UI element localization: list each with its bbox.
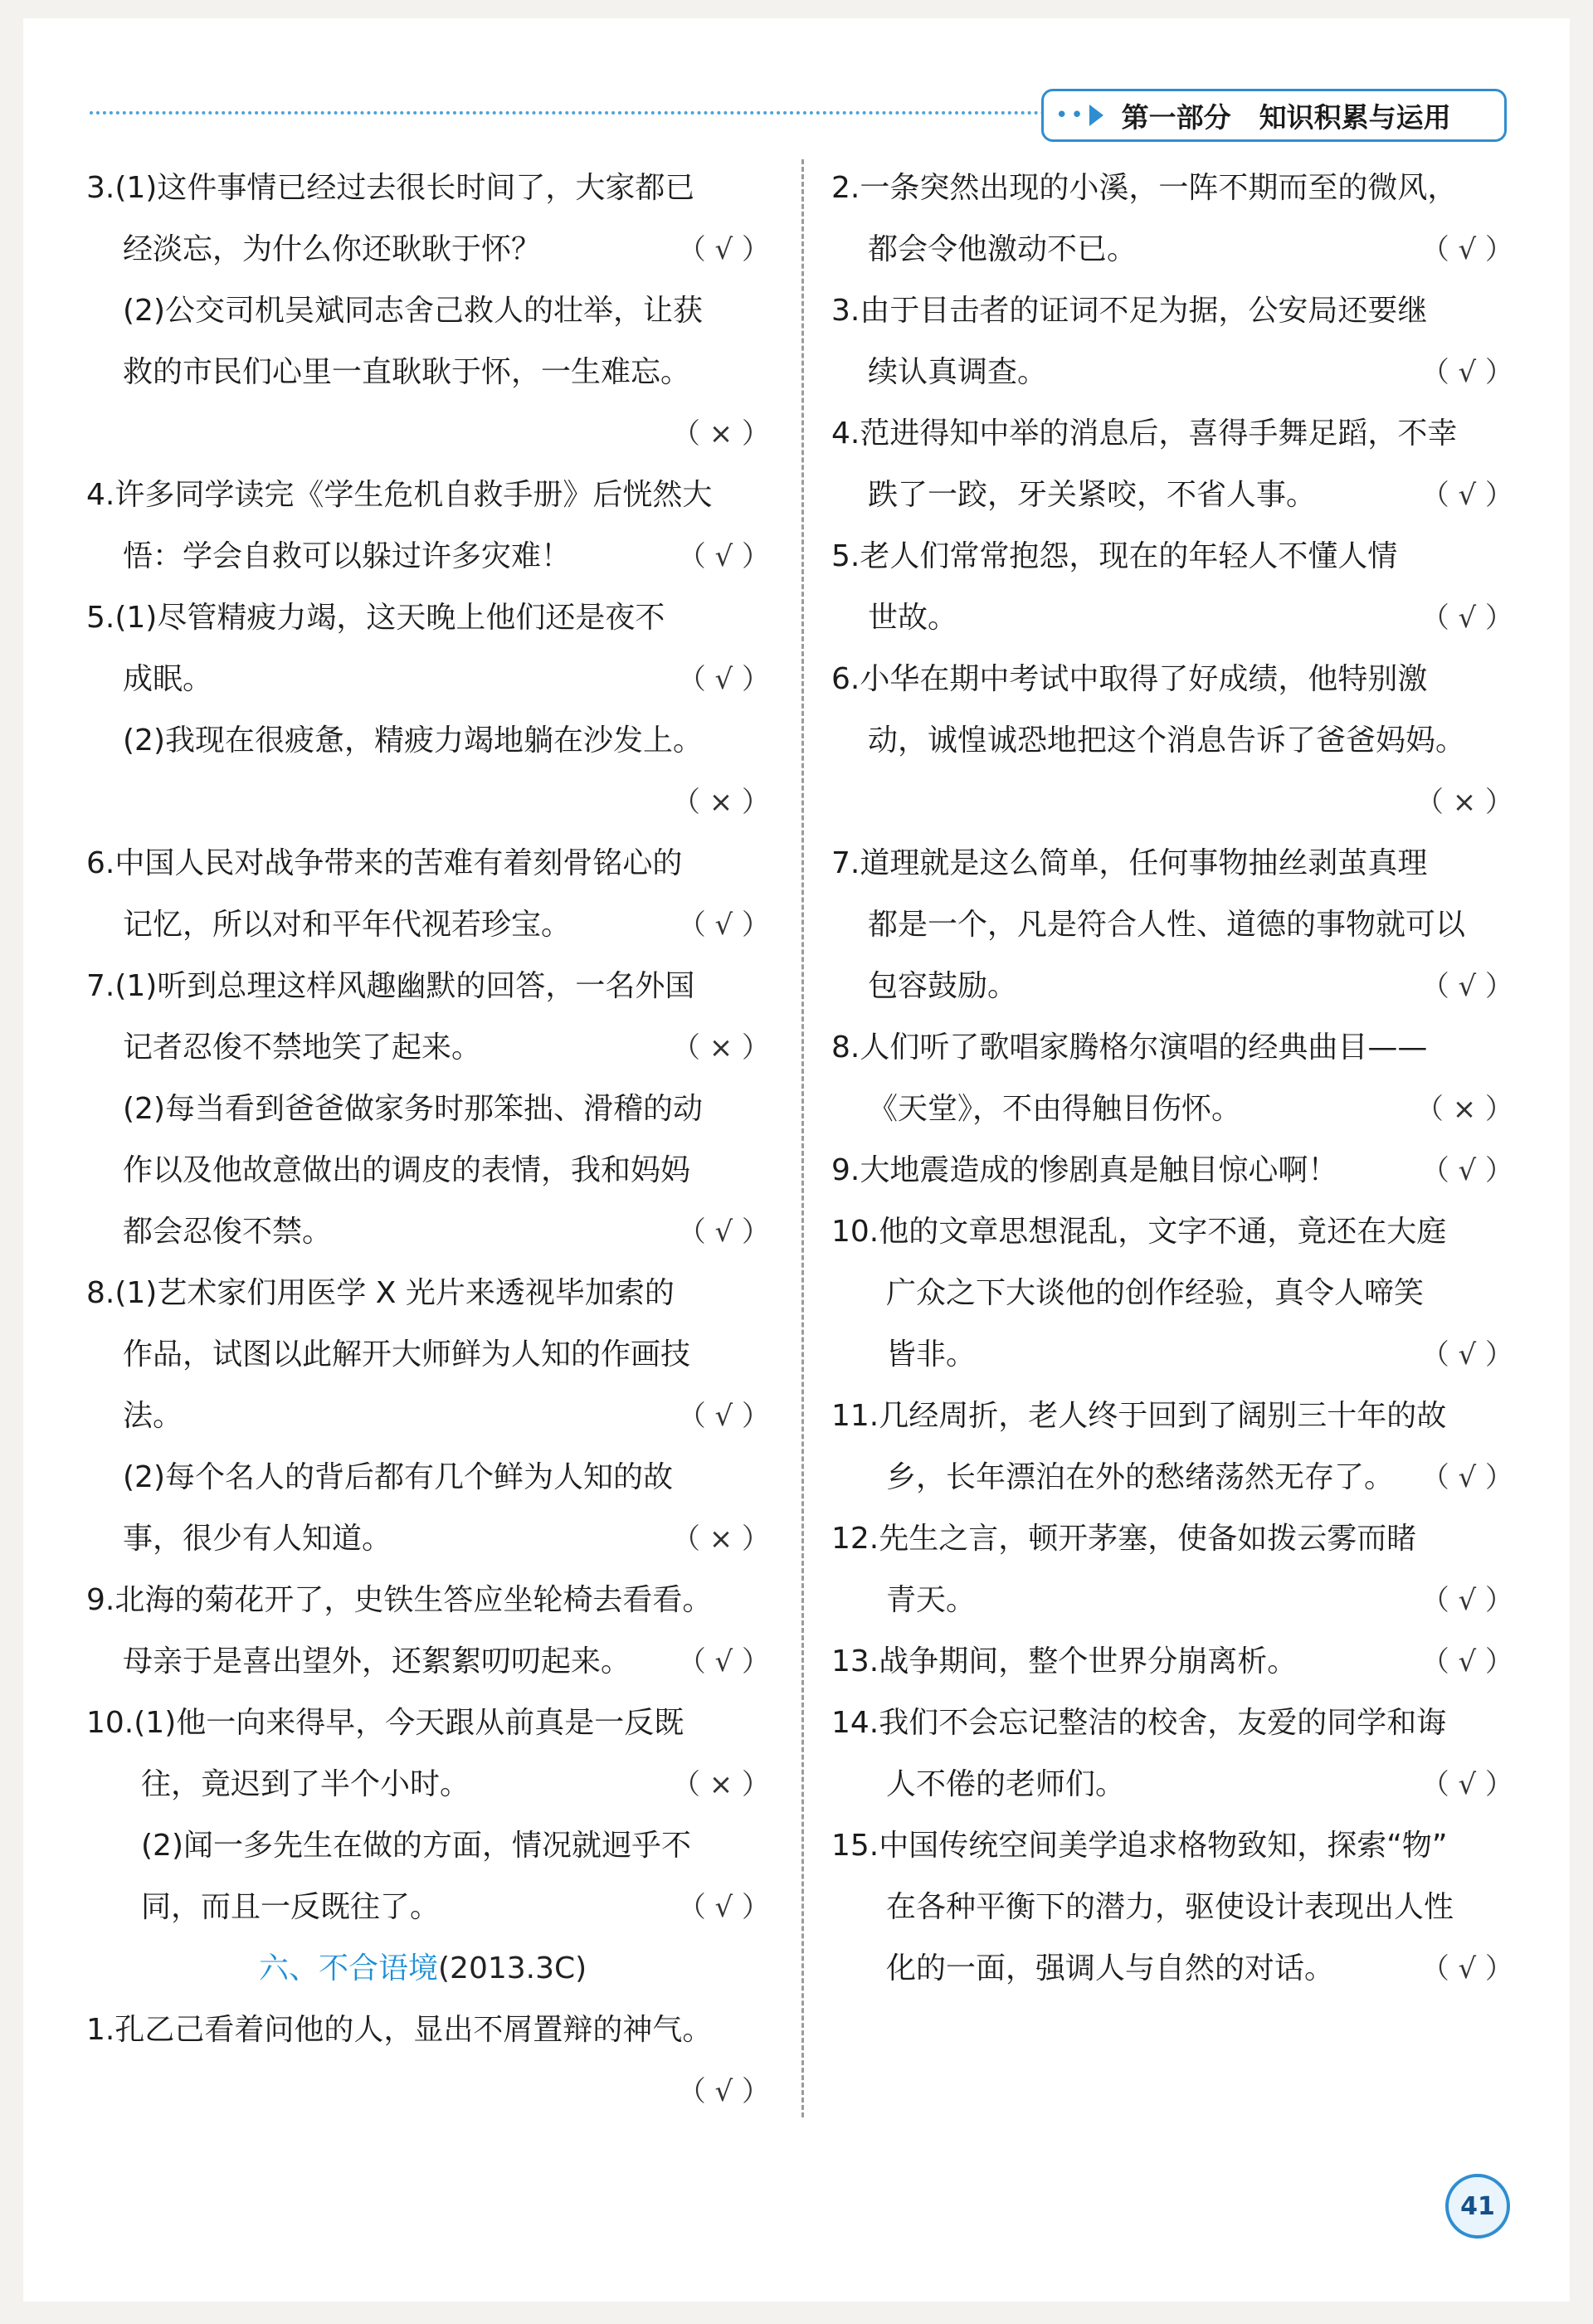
- text-line: [86, 587, 770, 649]
- text-line: [86, 1386, 770, 1447]
- line-text: 成眠。: [123, 662, 213, 696]
- text-line: [86, 1877, 770, 1938]
- text-line: [86, 1693, 770, 1754]
- line-text: 世故。: [868, 601, 958, 635]
- section-source: (2013.3C): [438, 1951, 587, 1985]
- text-line: [831, 772, 1513, 833]
- text-line: [831, 1386, 1513, 1447]
- answer-mark: （ × ）: [671, 1768, 770, 1801]
- line-text: 作品，试图以此解开大师鲜为人知的作画技: [123, 1337, 691, 1372]
- line-text: 青天。: [886, 1583, 977, 1617]
- answer-mark: （ √ ）: [1420, 602, 1513, 635]
- text-line: [86, 833, 770, 894]
- answer-mark: （ √ ）: [1420, 970, 1513, 1003]
- text-line: [86, 956, 770, 1017]
- answer-mark: （ √ ）: [677, 1891, 770, 1924]
- line-text: 经淡忘，为什么你还耿耿于怀？: [123, 232, 542, 266]
- text-line: [831, 1324, 1513, 1386]
- line-text: 都会忍俊不禁。: [123, 1215, 333, 1249]
- line-text: 母亲于是喜出望外，还絮絮叨叨起来。: [123, 1644, 631, 1678]
- text-line: [831, 833, 1513, 894]
- line-text: 救的市民们心里一直耿耿于怀，一生难忘。: [123, 355, 691, 389]
- answer-mark: （ × ）: [1415, 786, 1513, 819]
- line-text: 同，而且一反既往了。: [141, 1890, 441, 1924]
- line-text: 1.孔乙己看着问他的人，显出不屑置辩的神气。: [86, 2013, 713, 2047]
- text-line: [86, 280, 770, 342]
- line-text: 在各种平衡下的潜力，驱使设计表现出人性: [886, 1890, 1454, 1924]
- answer-mark: （ √ ）: [677, 663, 770, 696]
- text-line: [831, 1079, 1513, 1140]
- right-column: [831, 158, 1513, 2000]
- section-heading: [86, 1938, 770, 2000]
- text-line: [831, 1263, 1513, 1324]
- line-text: 事，很少有人知道。: [123, 1522, 392, 1556]
- line-text: 悟：学会自救可以躲过许多灾难！: [123, 539, 572, 573]
- text-line: [831, 465, 1513, 526]
- answer-mark: （ × ）: [671, 417, 770, 451]
- answer-mark: （ √ ）: [1420, 1461, 1513, 1494]
- line-text: (2)每个名人的背后都有几个鲜为人知的故: [123, 1460, 673, 1494]
- answer-mark: （ √ ）: [677, 2075, 770, 2108]
- line-text: (2)每当看到爸爸做家务时那笨拙、滑稽的动: [123, 1092, 703, 1126]
- text-line: [831, 956, 1513, 1017]
- line-text: 7.道理就是这么简单，任何事物抽丝剥茧真理: [831, 846, 1428, 880]
- line-text: 2.一条突然出现的小溪，一阵不期而至的微风，: [831, 171, 1458, 205]
- line-text: 14.我们不会忘记整洁的校舍，友爱的同学和诲: [831, 1706, 1447, 1740]
- answer-mark: （ √ ）: [677, 909, 770, 942]
- line-text: 11.几经周折，老人终于回到了阔别三十年的故: [831, 1399, 1447, 1433]
- text-line: [831, 403, 1513, 465]
- answer-mark: （ √ ）: [1420, 1338, 1513, 1372]
- text-line: [86, 894, 770, 956]
- line-text: 8.人们听了歌唱家腾格尔演唱的经典曲目——: [831, 1030, 1428, 1065]
- answer-mark: （ √ ）: [677, 1645, 770, 1678]
- text-line: [86, 1508, 770, 1570]
- line-text: 化的一面，强调人与自然的对话。: [886, 1951, 1335, 1985]
- text-line: [86, 1631, 770, 1693]
- line-text: 6.中国人民对战争带来的苦难有着刻骨铭心的: [86, 846, 683, 880]
- text-line: [831, 1140, 1513, 1201]
- text-line: [831, 587, 1513, 649]
- text-line: [86, 1140, 770, 1201]
- text-line: [831, 219, 1513, 280]
- header-dotted-rule: [90, 111, 1045, 114]
- text-line: [86, 1815, 770, 1877]
- line-text: 乡，长年漂泊在外的愁绪荡然无存了。: [886, 1460, 1395, 1494]
- text-line: [831, 649, 1513, 710]
- answer-mark: （ √ ）: [1420, 479, 1513, 512]
- text-line: [831, 1693, 1513, 1754]
- answer-mark: （ √ ）: [1420, 1645, 1513, 1678]
- line-text: 13.战争期间，整个世界分崩离析。: [831, 1644, 1298, 1678]
- line-text: 8.(1)艺术家们用医学 X 光片来透视毕加索的: [86, 1276, 675, 1310]
- text-line: [86, 1447, 770, 1508]
- line-text: 3.由于目击者的证词不足为据，公安局还要继: [831, 294, 1428, 328]
- text-line: [831, 1631, 1513, 1693]
- text-line: [831, 1815, 1513, 1877]
- line-text: 6.小华在期中考试中取得了好成绩，他特别激: [831, 662, 1428, 696]
- line-text: 都是一个，凡是符合人性、道德的事物就可以: [868, 908, 1466, 942]
- answer-mark: （ × ）: [671, 1031, 770, 1065]
- answer-mark: （ √ ）: [1420, 1584, 1513, 1617]
- answer-mark: （ √ ）: [1420, 1768, 1513, 1801]
- text-line: [831, 1447, 1513, 1508]
- answer-mark: （ √ ）: [1420, 1154, 1513, 1187]
- answer-mark: （ √ ）: [677, 1400, 770, 1433]
- text-line: [86, 2061, 770, 2122]
- line-text: 7.(1)听到总理这样风趣幽默的回答，一名外国: [86, 969, 695, 1003]
- line-text: 人不倦的老师们。: [886, 1767, 1126, 1801]
- line-text: 10.(1)他一向来得早，今天跟从前真是一反既: [86, 1706, 684, 1740]
- header-title: 知识积累与运用: [1259, 100, 1451, 134]
- text-line: [831, 710, 1513, 772]
- line-text: 5.(1)尽管精疲力竭，这天晚上他们还是夜不: [86, 601, 665, 635]
- text-line: [86, 1079, 770, 1140]
- text-line: [831, 1017, 1513, 1079]
- text-line: [86, 649, 770, 710]
- line-text: 法。: [123, 1399, 183, 1433]
- line-text: 9.北海的菊花开了，史铁生答应坐轮椅去看看。: [86, 1583, 713, 1617]
- text-line: [831, 1570, 1513, 1631]
- line-text: 9.大地震造成的惨剧真是触目惊心啊！: [831, 1153, 1338, 1187]
- text-line: [86, 2000, 770, 2061]
- text-line: [86, 772, 770, 833]
- line-text: 包容鼓励。: [868, 969, 1018, 1003]
- line-text: 5.老人们常常抱怨，现在的年轻人不懂人情: [831, 539, 1398, 573]
- text-line: [831, 158, 1513, 219]
- line-text: 皆非。: [886, 1337, 977, 1372]
- page-number: 41: [1445, 2174, 1510, 2239]
- line-text: 《天堂》，不由得触目伤怀。: [868, 1092, 1242, 1126]
- text-line: [86, 158, 770, 219]
- arrow-right-icon: [1089, 105, 1103, 126]
- line-text: 作以及他故意做出的调皮的表情，我和妈妈: [123, 1153, 691, 1187]
- text-line: [831, 1938, 1513, 2000]
- line-text: 4.范进得知中举的消息后，喜得手舞足蹈，不幸: [831, 417, 1458, 451]
- line-text: 都会令他激动不已。: [868, 232, 1138, 266]
- line-text: 3.(1)这件事情已经过去很长时间了，大家都已: [86, 171, 695, 205]
- text-line: [831, 526, 1513, 587]
- text-line: [86, 1324, 770, 1386]
- line-text: 续认真调查。: [868, 355, 1048, 389]
- text-line: [831, 1754, 1513, 1815]
- dots-icon: ••: [1055, 103, 1086, 128]
- text-line: [86, 342, 770, 403]
- line-text: 广众之下大谈他的创作经验，真令人啼笑: [886, 1276, 1425, 1310]
- left-column: [86, 158, 770, 2122]
- text-line: [86, 710, 770, 772]
- line-text: 15.中国传统空间美学追求格物致知，探索“物”: [831, 1829, 1448, 1863]
- line-text: 记者忍俊不禁地笑了起来。: [123, 1030, 482, 1065]
- answer-mark: （ √ ）: [677, 233, 770, 266]
- text-line: [86, 403, 770, 465]
- answer-mark: （ × ）: [1415, 1093, 1513, 1126]
- text-line: [86, 1570, 770, 1631]
- text-line: [831, 1508, 1513, 1570]
- text-line: [86, 1201, 770, 1263]
- line-text: 记忆，所以对和平年代视若珍宝。: [123, 908, 572, 942]
- line-text: 10.他的文章思想混乱，文字不通，竟还在大庭: [831, 1215, 1447, 1249]
- header-part: 第一部分: [1121, 100, 1231, 134]
- answer-mark: （ √ ）: [1420, 233, 1513, 266]
- line-text: 12.先生之言，顿开茅塞，使备如拨云雾而睹: [831, 1522, 1417, 1556]
- line-text: 跌了一跤，牙关紧咬，不省人事。: [868, 478, 1317, 512]
- line-text: 往，竟迟到了半个小时。: [141, 1767, 470, 1801]
- section-title: 六、不合语境: [259, 1951, 439, 1985]
- text-line: [86, 219, 770, 280]
- line-text: 动，诚惶诚恐地把这个消息告诉了爸爸妈妈。: [868, 724, 1466, 758]
- text-line: [86, 1017, 770, 1079]
- text-line: [831, 1877, 1513, 1938]
- text-line: [831, 894, 1513, 956]
- answer-mark: （ √ ）: [1420, 1952, 1513, 1985]
- text-line: [831, 342, 1513, 403]
- answer-mark: （ √ ）: [1420, 356, 1513, 389]
- line-text: (2)闻一多先生在做的方面，情况就迥乎不: [141, 1829, 691, 1863]
- line-text: (2)我现在很疲惫，精疲力竭地躺在沙发上。: [123, 724, 703, 758]
- text-line: [86, 1263, 770, 1324]
- line-text: (2)公交司机吴斌同志舍己救人的壮举，让获: [123, 294, 703, 328]
- text-line: [86, 1754, 770, 1815]
- answer-mark: （ × ）: [671, 1523, 770, 1556]
- column-divider: [801, 159, 804, 2117]
- text-line: [831, 1201, 1513, 1263]
- answer-mark: （ √ ）: [677, 540, 770, 573]
- text-line: [86, 465, 770, 526]
- answer-mark: （ × ）: [671, 786, 770, 819]
- section-header: [1041, 89, 1507, 142]
- text-line: [86, 526, 770, 587]
- line-text: 4.许多同学读完《学生危机自救手册》后恍然大: [86, 478, 713, 512]
- text-line: [831, 280, 1513, 342]
- answer-mark: （ √ ）: [677, 1216, 770, 1249]
